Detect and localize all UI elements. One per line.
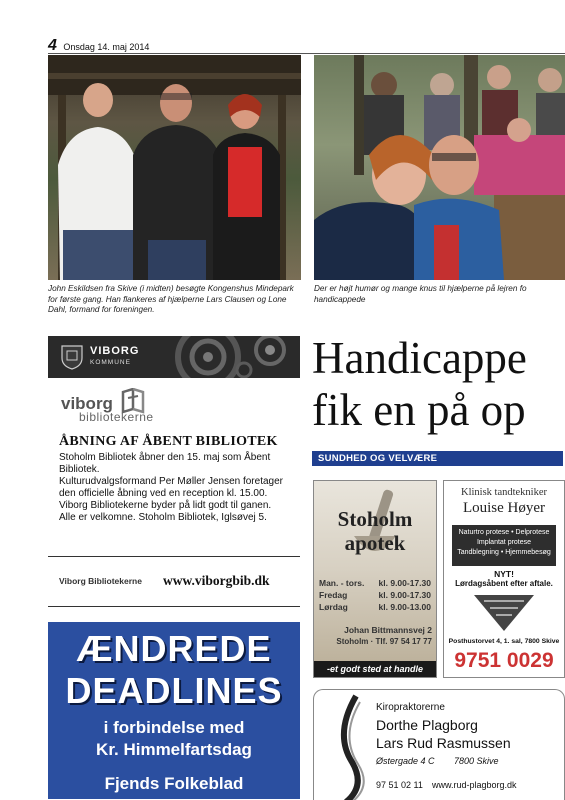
hours-row: [319, 589, 431, 601]
tand-services-box: [452, 525, 556, 566]
photo-illustration: [48, 55, 301, 280]
kiro-title: Kiropraktorerne: [376, 702, 445, 713]
apotek-city-phone: Stoholm · Tlf. 97 54 17 77: [336, 637, 432, 646]
deadlines-line2: DEADLINES: [65, 670, 283, 711]
deadlines-line3: i forbindelse med: [103, 718, 245, 737]
tand-services-1: Naturtro protese • Delprotese: [458, 529, 550, 536]
apotek-hours: [319, 577, 431, 613]
section-bar: SUNDHED OG VELVÆRE: [312, 451, 563, 466]
viborg-library-logo: [57, 388, 257, 428]
banner-name: VIBORG: [90, 345, 140, 357]
hours-days: Man. - tors.: [319, 578, 365, 588]
photo-caption: John Eskildsen fra Skive (i midten) besøgte Kongenshus Mindepark for første gang. Han flankeres af hjælperne Lars Clausen og Lone Dahl, formand for foreningen.: [48, 284, 294, 314]
tand-new-text: Lørdagsåbent efter aftale.: [455, 579, 553, 588]
kiro-street: Østergade 4 C: [376, 756, 435, 766]
deadlines-ad: [48, 622, 300, 799]
kiro-url-link[interactable]: www.rud-plagborg.dk: [432, 780, 517, 790]
tand-address: Posthustorvet 4, 1. sal, 7800 Skive: [448, 638, 560, 645]
photo-illustration-2: [314, 55, 565, 280]
photo-hugging-people: [314, 55, 565, 280]
hours-row: [319, 601, 431, 613]
tand-arrow-icon: [474, 595, 534, 631]
hours-row: [319, 577, 431, 589]
kiro-name-2: Lars Rud Rasmussen: [376, 735, 511, 751]
photo-three-people: [48, 55, 301, 280]
logo-bottom: bibliotekerne: [79, 410, 154, 424]
viborg-crest-icon: [60, 344, 84, 370]
banner-sub: KOMMUNE: [90, 359, 131, 366]
tand-title-1: Klinisk tandtekniker: [460, 487, 548, 498]
library-p1: Stoholm Bibliotek åbner den 15. maj som Åbent Bibliotek.: [59, 452, 271, 475]
apotek-name-1: Stoholm: [337, 507, 413, 531]
library-bottom-rule: [48, 606, 300, 607]
logo-top: viborg: [61, 394, 113, 413]
kiropraktor-ad: [313, 689, 565, 800]
spine-icon: [320, 694, 380, 800]
apotek-address: Johan Bittmannsvej 2: [344, 625, 432, 635]
tand-new-label: NYT!: [494, 569, 514, 579]
viborg-banner: [48, 336, 300, 378]
library-footer-left: Viborg Bibliotekerne: [59, 576, 142, 586]
library-divider: [48, 556, 300, 557]
tand-services-3: Tandblegning • Hjemmebesøg: [457, 549, 551, 556]
library-p2: Kulturudvalgsformand Per Møller Jensen foretager den officielle åbning ved en reception kl. 15.00. Viborg Bibliotekerne byder på lidt godt til ganen.: [59, 476, 283, 511]
kiro-phone: 97 51 02 11: [376, 780, 423, 790]
hours-time: kl. 9.00-13.00: [378, 602, 431, 612]
hours-time: kl. 9.00-17.30: [378, 578, 431, 588]
page-date: Onsdag 14. maj 2014: [63, 42, 150, 52]
library-p3: Alle er velkomne. Stoholm Bibliotek, Iglsøvej 5.: [59, 512, 267, 523]
library-ad-title: ÅBNING AF ÅBENT BIBLIOTEK: [59, 434, 278, 449]
hours-time: kl. 9.00-17.30: [378, 590, 431, 600]
page-header: [48, 37, 565, 54]
tand-services-2: Implantat protese: [476, 539, 532, 546]
headline-line2: fik en på op: [312, 385, 526, 435]
headline-line1: Handicappe: [312, 333, 527, 383]
tandtekniker-ad: [443, 480, 565, 678]
photo-caption-2: Der er højt humør og mange knus til hjælperne på lejren fo handicappede: [314, 284, 527, 304]
kiro-name-1: Dorthe Plagborg: [376, 717, 478, 733]
deadlines-line4: Kr. Himmelfartsdag: [96, 740, 252, 759]
library-ad-body: [59, 452, 294, 524]
tand-title-2: Louise Høyer: [462, 500, 546, 516]
apotek-ad: [313, 480, 437, 678]
banner-circles-decoration: [48, 336, 300, 378]
deadlines-line5: Fjends Folkeblad: [104, 774, 244, 793]
apotek-slogan: -et godt sted at handle: [314, 661, 436, 677]
library-url-link[interactable]: www.viborgbib.dk: [163, 573, 270, 588]
page-number: 4: [48, 37, 57, 54]
apotek-name-2: apotek: [344, 531, 406, 555]
deadlines-line1: ÆNDREDE: [76, 628, 272, 669]
hours-days: Fredag: [319, 590, 348, 600]
hours-days: Lørdag: [319, 602, 348, 612]
kiro-city: 7800 Skive: [454, 756, 499, 766]
tand-phone: 9751 0029: [454, 649, 554, 672]
